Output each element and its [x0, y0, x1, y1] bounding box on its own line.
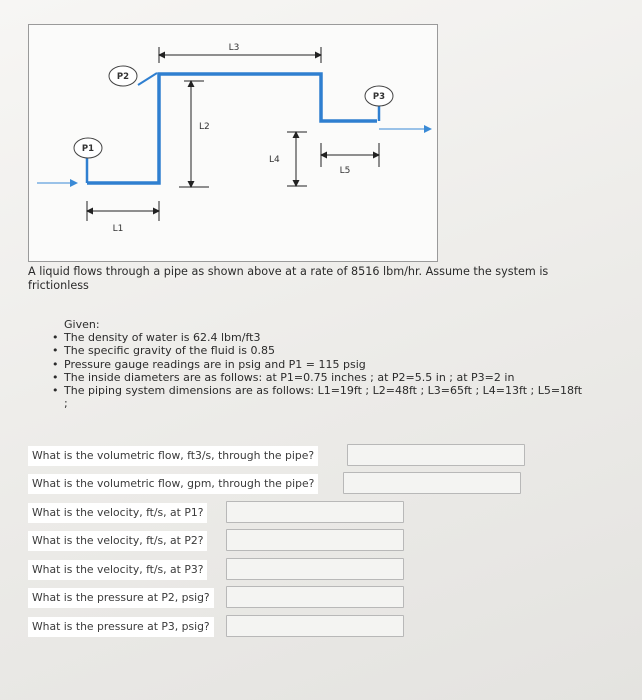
- p3-gauge-label: P3: [372, 92, 386, 102]
- pipe-diagram: [28, 24, 438, 262]
- given-item: • Pressure gauge readings are in psig and P1 = 115 psig: [50, 358, 635, 371]
- question-label: What is the volumetric flow, gpm, through the pipe?: [28, 474, 318, 494]
- l5-dimension: [321, 143, 379, 167]
- l5-label: L5: [339, 166, 351, 176]
- velocity-p1-input[interactable]: [226, 501, 404, 523]
- volumetric-flow-ft3s-input[interactable]: [347, 444, 525, 466]
- p3-gauge: [365, 86, 393, 106]
- given-trailer: ;: [64, 397, 68, 411]
- question-label: What is the pressure at P2, psig?: [28, 588, 214, 608]
- volumetric-flow-gpm-input[interactable]: [343, 472, 521, 494]
- p1-gauge: [74, 138, 102, 158]
- pressure-p3-input[interactable]: [226, 615, 404, 637]
- l2-dimension: [179, 81, 209, 187]
- given-item: • The inside diameters are as follows: at P1=0.75 inches ; at P2=5.5 in ; at P3=2 in: [50, 371, 635, 384]
- l4-dimension: [287, 132, 307, 186]
- problem-statement: A liquid flows through a pipe as shown above at a rate of 8516 lbm/hr. Assume the system is frictionless: [28, 265, 549, 292]
- given-section: [50, 318, 635, 410]
- given-item: • The piping system dimensions are as follows: L1=19ft ; L2=48ft ; L3=65ft ; L4=13ft ; L5=18ft: [50, 384, 635, 397]
- pipe-line: [87, 74, 377, 183]
- l1-label: L1: [112, 224, 124, 234]
- question-label: What is the volumetric flow, ft3/s, through the pipe?: [28, 446, 318, 466]
- p2-gauge-label: P2: [116, 72, 130, 82]
- given-list: [50, 331, 635, 397]
- question-label: What is the velocity, ft/s, at P3?: [28, 560, 207, 580]
- velocity-p2-input[interactable]: [226, 529, 404, 551]
- l3-dimension: [159, 47, 321, 63]
- l2-label: L2: [199, 122, 210, 132]
- p2-gauge: [109, 66, 137, 86]
- l4-label: L4: [269, 155, 280, 165]
- l1-dimension: [87, 201, 159, 221]
- velocity-p3-input[interactable]: [226, 558, 404, 580]
- pipe-diagram-svg: [29, 25, 437, 261]
- given-item: • The specific gravity of the fluid is 0.85: [50, 344, 635, 357]
- given-item: • The density of water is 62.4 lbm/ft3: [50, 331, 635, 344]
- pressure-p2-input[interactable]: [226, 586, 404, 608]
- question-label: What is the velocity, ft/s, at P1?: [28, 503, 207, 523]
- question-label: What is the pressure at P3, psig?: [28, 617, 214, 637]
- given-title: Given:: [64, 318, 100, 331]
- l3-label: L3: [228, 43, 240, 53]
- p1-gauge-label: P1: [81, 144, 95, 154]
- p2-gauge-stem: [138, 73, 157, 85]
- question-label: What is the velocity, ft/s, at P2?: [28, 531, 207, 551]
